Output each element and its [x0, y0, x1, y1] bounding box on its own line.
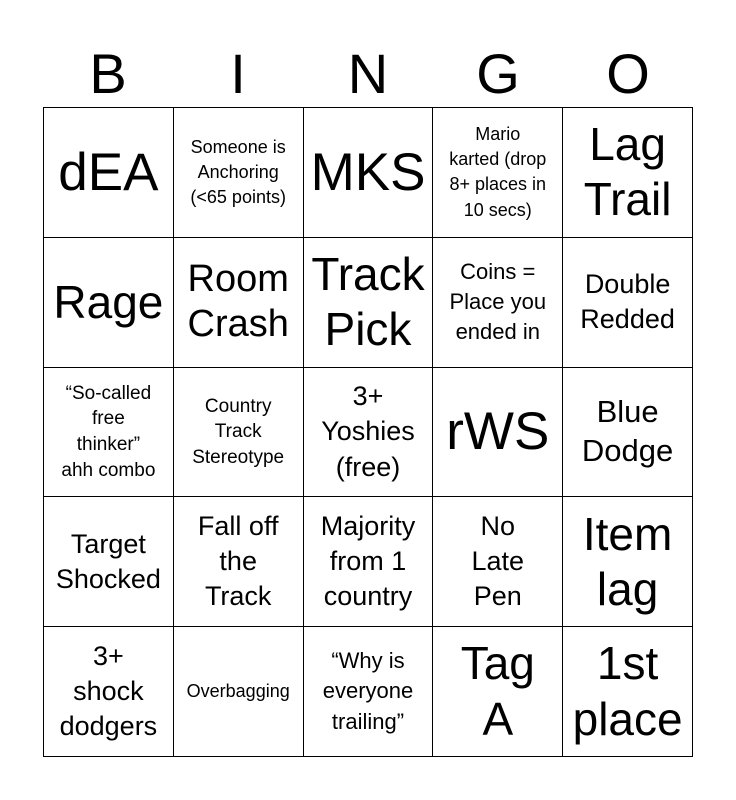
bingo-cell-r4c3[interactable]	[304, 497, 434, 627]
cell-text: Target Shocked	[55, 528, 161, 594]
header-letter-n: N	[347, 42, 389, 105]
bingo-cell-r5c3[interactable]	[304, 627, 434, 757]
bingo-cell-r5c5[interactable]	[563, 627, 693, 757]
cell-text: Blue Dodge	[581, 394, 674, 468]
bingo-cell-r3c4[interactable]	[433, 368, 563, 498]
cell-text: dEA	[58, 142, 159, 202]
cell-text: Track Pick	[311, 248, 425, 356]
cell-text: Fall off the Track	[197, 511, 279, 612]
bingo-cell-r2c1[interactable]	[44, 238, 174, 368]
bingo-cell-r2c5[interactable]	[563, 238, 693, 368]
bingo-cell-r3c5[interactable]	[563, 368, 693, 498]
header-letter-b: B	[89, 42, 127, 105]
bingo-cell-r4c4[interactable]	[433, 497, 563, 627]
bingo-cell-r2c2[interactable]	[174, 238, 304, 368]
cell-text: Tag A	[460, 637, 535, 745]
bingo-header	[43, 40, 693, 108]
bingo-cell-r1c4[interactable]	[433, 108, 563, 238]
cell-text: 3+ shock dodgers	[59, 640, 158, 742]
header-letter-i: I	[230, 42, 246, 105]
cell-text: Overbagging	[186, 681, 290, 701]
cell-text: 3+ Yoshies (free)	[321, 381, 415, 482]
cell-text: Double Redded	[580, 269, 675, 335]
cell-text: rWS	[446, 402, 550, 462]
bingo-cell-r2c4[interactable]	[433, 238, 563, 368]
bingo-cell-r4c5[interactable]	[563, 497, 693, 627]
cell-text: Rage	[53, 275, 164, 328]
bingo-cell-r4c1[interactable]	[44, 497, 174, 627]
bingo-cell-r3c1[interactable]	[44, 368, 174, 498]
cell-text: “Why is everyone trailing”	[322, 648, 414, 734]
bingo-cell-r5c1[interactable]	[44, 627, 174, 757]
cell-text: Coins = Place you ended in	[449, 258, 547, 345]
bingo-cell-r5c2[interactable]	[174, 627, 304, 757]
cell-text: MKS	[310, 142, 426, 202]
bingo-cell-r1c3[interactable]	[304, 108, 434, 238]
bingo-cell-r2c3[interactable]	[304, 238, 434, 368]
bingo-cell-r3c2[interactable]	[174, 368, 304, 498]
bingo-cell-r5c4[interactable]	[433, 627, 563, 757]
cell-text: Someone is Anchoring (<65 points)	[190, 136, 286, 207]
bingo-cell-r3c3[interactable]	[304, 368, 434, 498]
cell-text: 1st place	[572, 637, 683, 745]
bingo-cell-r1c1[interactable]	[44, 108, 174, 238]
cell-text: Majority from 1 country	[320, 511, 416, 612]
bingo-board	[43, 107, 693, 757]
cell-text: Room Crash	[187, 257, 289, 346]
cell-text: No Late Pen	[471, 511, 525, 612]
bingo-cell-r4c2[interactable]	[174, 497, 304, 627]
cell-text: “So-called free thinker” ahh combo	[61, 382, 156, 481]
bingo-cell-r1c5[interactable]	[563, 108, 693, 238]
cell-text: Item lag	[582, 507, 673, 615]
cell-text: Lag Trail	[583, 118, 672, 226]
cell-text: Mario karted (drop 8+ places in 10 secs)	[449, 124, 547, 220]
bingo-cell-r1c2[interactable]	[174, 108, 304, 238]
cell-text: Country Track Stereotype	[192, 395, 285, 468]
header-letter-g: G	[476, 42, 520, 105]
header-letter-o: O	[606, 42, 650, 105]
